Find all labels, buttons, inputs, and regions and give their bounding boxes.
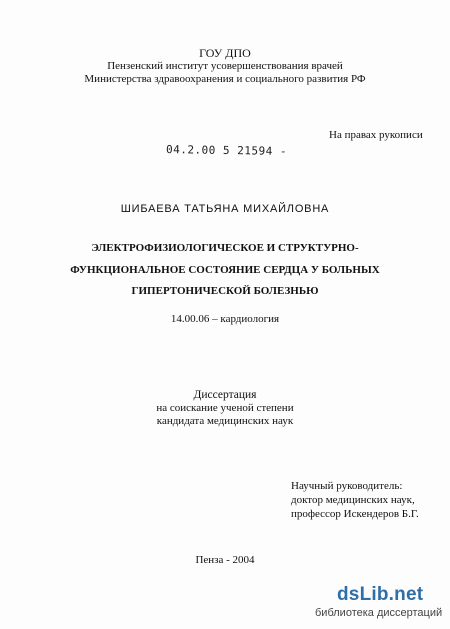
city-and-year: Пенза - 2004 — [195, 554, 255, 566]
supervisor-degree: доктор медицинских наук, — [291, 494, 415, 506]
supervisor-name: профессор Искендеров Б.Г. — [291, 508, 419, 520]
registration-stamp-number: 04.2.00 5 21594 - — [165, 142, 288, 159]
degree-name: кандидата медицинских наук — [156, 415, 294, 427]
watermark-logo: dsLib.net — [337, 584, 424, 605]
institution-name: ГОУ ДПО — [199, 46, 251, 60]
specialty-code: 14.00.06 – кардиология — [170, 313, 280, 325]
thesis-title-line-3: ГИПЕРТОНИЧЕСКОЙ БОЛЕЗНЬЮ — [131, 285, 319, 297]
supervisor-label: Научный руководитель: — [291, 480, 403, 492]
thesis-title-line-1: ЭЛЕКТРОФИЗИОЛОГИЧЕСКОЕ И СТРУКТУРНО- — [91, 242, 359, 254]
watermark-subtitle: библиотека диссертаций — [315, 607, 443, 619]
manuscript-rights-label: На правах рукописи — [329, 129, 423, 141]
ministry-name: Министерства здравоохранения и социального развития РФ — [84, 73, 366, 85]
dslib-watermark[interactable] — [315, 584, 447, 619]
degree-purpose: на соискание ученой степени — [156, 402, 294, 414]
thesis-title-line-2: ФУНКЦИОНАЛЬНОЕ СОСТОЯНИЕ СЕРДЦА У БОЛЬНЫХ — [70, 264, 380, 276]
author-name: ШИБАЕВА ТАТЬЯНА МИХАЙЛОВНА — [120, 203, 330, 215]
dissertation-label: Диссертация — [193, 389, 257, 401]
institute-name: Пензенский институт усовершенствования врачей — [107, 60, 343, 72]
